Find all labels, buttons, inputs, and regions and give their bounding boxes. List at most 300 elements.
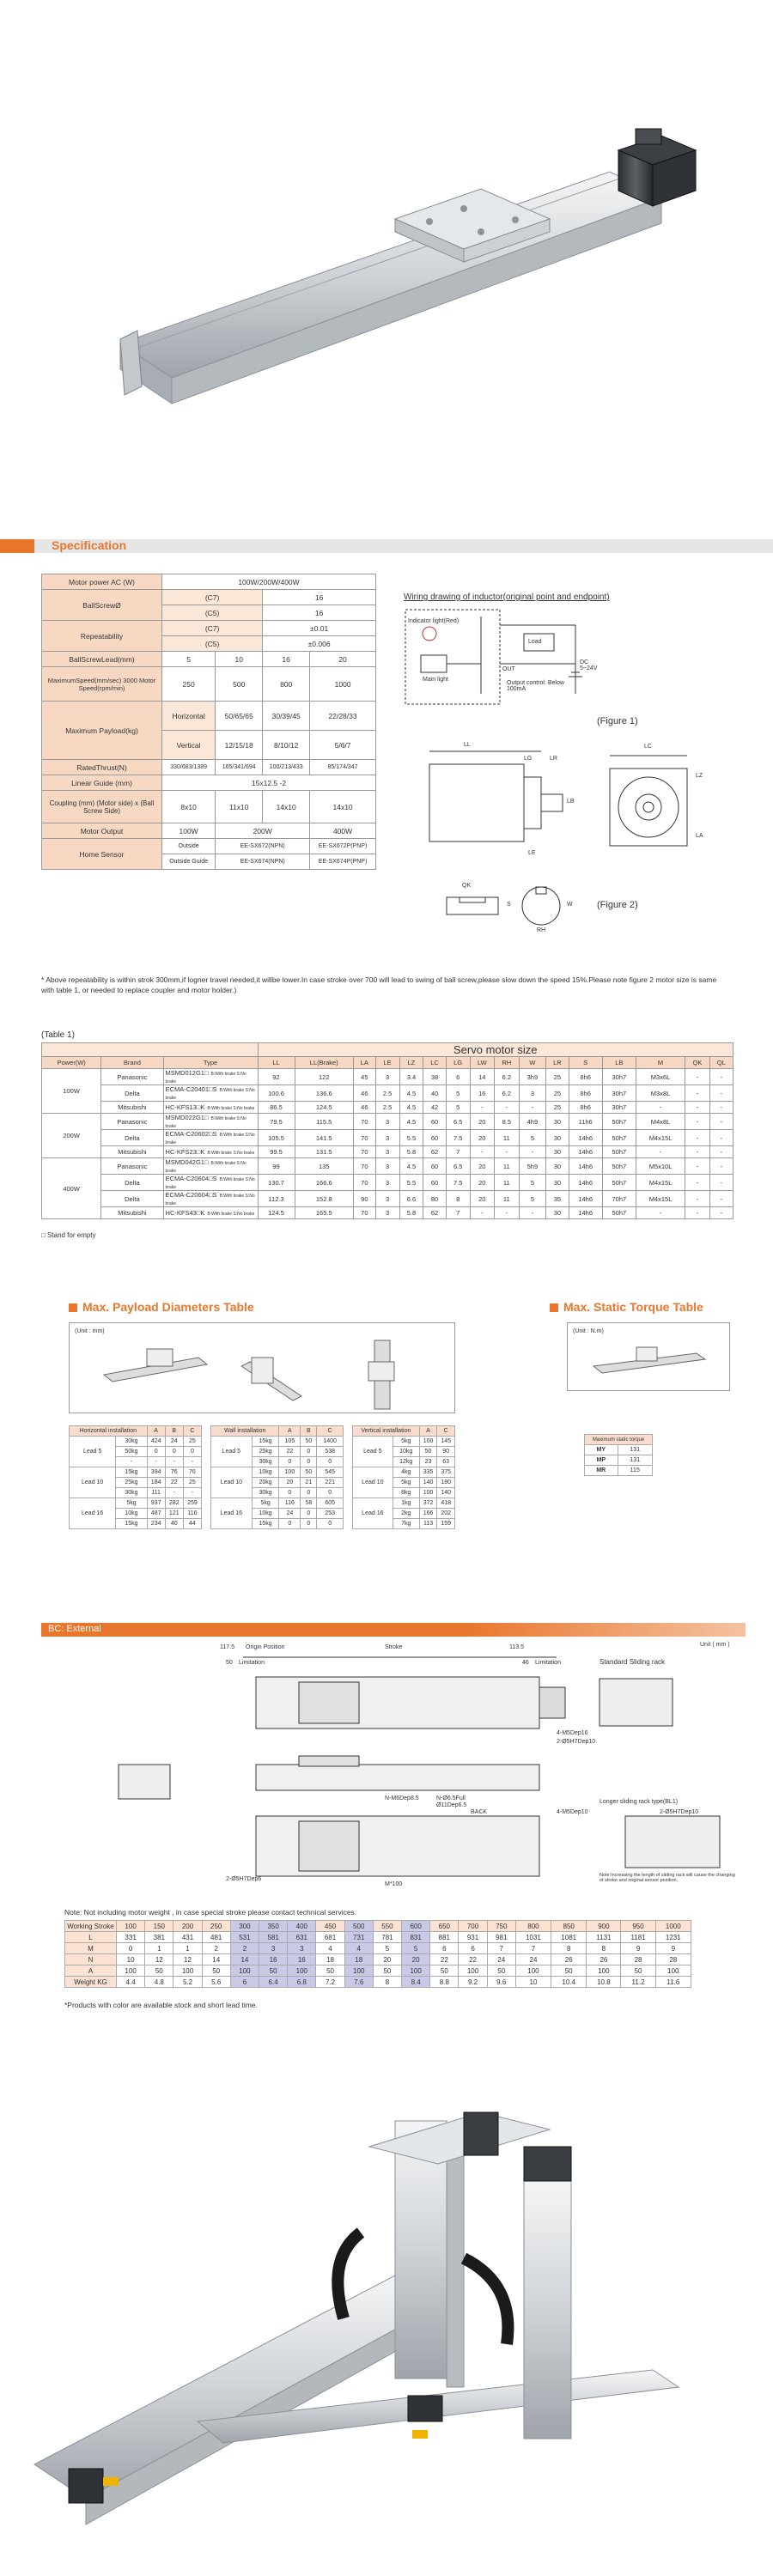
bc-cell: 50: [373, 1965, 401, 1977]
servo-cell: 60: [423, 1158, 446, 1175]
dim-label: S: [507, 902, 511, 908]
servo-cell: 62: [423, 1207, 446, 1219]
dim-label: LL: [464, 742, 471, 748]
servo-cell: 38: [423, 1069, 446, 1085]
bc-cell: 5: [402, 1943, 430, 1954]
servo-cell: -: [685, 1207, 710, 1219]
torque-header: Maximum static torque: [585, 1435, 653, 1445]
spec-cell: Coupling (mm) (Motor side) x (Ball Screw Side): [42, 791, 162, 823]
payload-cell: 8kg: [393, 1488, 419, 1498]
servo-cell: 14: [470, 1069, 494, 1085]
servo-row: [42, 1146, 733, 1158]
payload-cell: 7kg: [393, 1519, 419, 1529]
brake-note: B:With brake S:No brake: [207, 1106, 255, 1111]
payload-cell: 5kg: [393, 1437, 419, 1447]
torque-table: [584, 1434, 653, 1476]
bc-cell: 9.6: [487, 1977, 515, 1988]
bc-cell: 100: [402, 1965, 430, 1977]
wiring-label: Main light: [423, 677, 448, 683]
spec-cell: Linear Guide (mm): [42, 775, 162, 791]
bc-cell: 100: [230, 1965, 259, 1977]
payload-cell: 545: [317, 1467, 344, 1478]
servo-cell: 99: [258, 1158, 295, 1175]
bc-cell: 631: [288, 1932, 316, 1943]
payload-cell: 30kg: [116, 1488, 147, 1498]
servo-cell: -: [519, 1146, 546, 1158]
bc-cell: 24: [515, 1954, 551, 1965]
spec-cell: 500: [216, 667, 263, 702]
servo-type: HC-KFS43□K: [165, 1209, 205, 1217]
bc-cell: 100: [288, 1965, 316, 1977]
spec-cell: ±0.006: [263, 636, 376, 652]
spec-cell: 165/341/694: [216, 760, 263, 775]
servo-cell: -: [685, 1102, 710, 1114]
bc-cell: 1081: [551, 1932, 587, 1943]
servo-cell: 5.8: [399, 1207, 423, 1219]
servo-cell: 30: [546, 1158, 569, 1175]
payload-cell: 30kg: [252, 1488, 279, 1498]
servo-cell: -: [685, 1069, 710, 1085]
payload-cell: 0: [279, 1519, 301, 1529]
spec-table: [41, 574, 376, 870]
servo-cell: 11: [494, 1191, 519, 1207]
payload-cell: 50: [419, 1447, 437, 1457]
payload-lead: Lead 10: [353, 1467, 393, 1498]
bc-cell: 9.2: [459, 1977, 487, 1988]
servo-cell: 14h6: [569, 1191, 602, 1207]
spec-cell: ±0.01: [263, 621, 376, 636]
spec-cell: BallScrewLead(mm): [42, 652, 162, 667]
bc-title: BC: External: [48, 1624, 101, 1634]
bc-cell: 581: [259, 1932, 288, 1943]
servo-type: MSMD022G1□: [165, 1114, 209, 1121]
servo-cell: 99.5: [258, 1146, 295, 1158]
spec-cell: EE-SX672(NPN): [216, 839, 310, 854]
payload-row: [353, 1437, 455, 1447]
dim-label: LC: [644, 744, 652, 750]
spec-header-accent: [0, 539, 34, 553]
servo-cell: -: [709, 1085, 733, 1102]
servo-cell: 14h6: [569, 1207, 602, 1219]
figure1-caption: (Figure 1): [597, 716, 638, 726]
payload-cell: 0: [301, 1447, 317, 1457]
payload-cell: 22: [279, 1447, 301, 1457]
bc-cell: 18: [344, 1954, 373, 1965]
spec-cell: 14x10: [310, 791, 376, 823]
spec-cell: 8x10: [162, 791, 216, 823]
bc-cell: 550: [373, 1921, 401, 1932]
gantry-image: [0, 2061, 773, 2576]
bc-cell: 100: [459, 1965, 487, 1977]
bc-cell: 3: [288, 1943, 316, 1954]
bc-cell: 4.8: [145, 1977, 173, 1988]
servo-cell: 7.5: [446, 1130, 470, 1146]
servo-blank: [42, 1043, 259, 1057]
servo-type: MSMD012G1□: [165, 1069, 209, 1077]
bc-cell: 100: [655, 1965, 691, 1977]
bc-cell: 20: [402, 1954, 430, 1965]
servo-col-header: LL: [258, 1057, 295, 1069]
payload-cell: -: [116, 1457, 147, 1467]
servo-cell: 3: [375, 1207, 399, 1219]
bc-cell: 50: [145, 1965, 173, 1977]
payload-lead: Lead 5: [70, 1437, 116, 1467]
bc-cell: 7.2: [316, 1977, 344, 1988]
bc-cell: 100: [117, 1921, 145, 1932]
payload-cell: 375: [437, 1467, 455, 1478]
servo-title: Servo motor size: [258, 1043, 733, 1057]
bc-label: 113.5: [509, 1644, 524, 1650]
servo-col-header: Power(W): [42, 1057, 101, 1069]
servo-cell: 20: [470, 1114, 494, 1130]
wiring-label: DC 5~24V: [580, 659, 598, 671]
bc-label: 4-M5Dep10: [557, 1809, 588, 1815]
servo-cell: 5: [446, 1085, 470, 1102]
bc-label: BACK: [471, 1809, 488, 1815]
payload-cell: 0: [301, 1488, 317, 1498]
bc-cell: 8.8: [430, 1977, 459, 1988]
spec-cell: (C7): [162, 590, 263, 605]
servo-cell: 136.6: [295, 1085, 354, 1102]
bc-cell: 2: [230, 1943, 259, 1954]
spec-cell: Motor power AC (W): [42, 574, 162, 590]
payload-table-title: Vertical installation: [353, 1426, 420, 1437]
servo-cell: [163, 1130, 258, 1146]
bc-row-header: A: [65, 1965, 117, 1977]
servo-row: [42, 1085, 733, 1102]
servo-cell: 70: [354, 1114, 376, 1130]
servo-col-header: LZ: [399, 1057, 423, 1069]
payload-cell: 372: [419, 1498, 437, 1509]
torque-cell: 131: [618, 1445, 652, 1455]
bc-cell: 931: [459, 1932, 487, 1943]
servo-cell: [163, 1207, 258, 1219]
payload-diagrams-svg: [70, 1323, 456, 1414]
servo-power: 100W: [42, 1069, 101, 1114]
servo-cell: 4.5: [399, 1085, 423, 1102]
bc-label: N-M6Dep8.5: [385, 1795, 419, 1801]
servo-col-header: QL: [709, 1057, 733, 1069]
spec-cell: 30/39/45: [263, 702, 310, 731]
spec-cell: 100W: [162, 823, 216, 839]
bc-cell: 14: [202, 1954, 230, 1965]
bc-cell: 0: [117, 1943, 145, 1954]
bc-cell: 481: [202, 1932, 230, 1943]
servo-cell: [163, 1069, 258, 1085]
servo-row: [42, 1158, 733, 1175]
servo-cell: 6.2: [494, 1069, 519, 1085]
dim-label: LE: [528, 850, 536, 856]
bc-label: Origin Position: [246, 1644, 285, 1650]
bc-cell: 7: [487, 1943, 515, 1954]
bc-label: 50: [226, 1660, 233, 1666]
payload-cell: 0: [279, 1457, 301, 1467]
servo-cell: -: [709, 1102, 733, 1114]
servo-cell: Mitsubishi: [101, 1207, 163, 1219]
servo-cell: 60: [423, 1130, 446, 1146]
bc-cell: 10: [117, 1954, 145, 1965]
servo-cell: 70: [354, 1158, 376, 1175]
spec-cell: 16: [263, 590, 376, 605]
torque-row: [585, 1455, 653, 1466]
payload-cell: -: [183, 1488, 201, 1498]
servo-cell: 3h9: [519, 1069, 546, 1085]
payload-row: [70, 1467, 202, 1478]
spec-cell: 400W: [310, 823, 376, 839]
torque-row: [585, 1445, 653, 1455]
bc-cell: 100: [173, 1965, 202, 1977]
servo-cell: 2.5: [375, 1102, 399, 1114]
servo-cell: 25: [546, 1085, 569, 1102]
servo-cell: -: [636, 1146, 685, 1158]
servo-cell: 6.5: [446, 1114, 470, 1130]
bc-stock-note: *Products with color are available stock and short lead time.: [64, 2001, 258, 2009]
servo-cell: 100.6: [258, 1085, 295, 1102]
payload-cell: 24: [165, 1437, 183, 1447]
servo-cell: 30: [546, 1146, 569, 1158]
servo-cell: Mitsubishi: [101, 1102, 163, 1114]
servo-cell: 79.5: [258, 1114, 295, 1130]
servo-cell: 6.2: [494, 1085, 519, 1102]
servo-col-header: QK: [685, 1057, 710, 1069]
bc-cell: 850: [551, 1921, 587, 1932]
servo-cell: M3x6L: [636, 1069, 685, 1085]
servo-cell: 3.4: [399, 1069, 423, 1085]
torque-cell: MP: [585, 1455, 618, 1466]
servo-row: [42, 1175, 733, 1191]
servo-cell: 8h6: [569, 1102, 602, 1114]
servo-cell: Delta: [101, 1191, 163, 1207]
servo-cell: 60: [423, 1175, 446, 1191]
servo-type: ECMA-C20602□S: [165, 1130, 217, 1138]
torque-body: [585, 1445, 653, 1476]
payload-cell: 15kg: [252, 1519, 279, 1529]
payload-cell: 121: [165, 1509, 183, 1519]
bullet-square: [550, 1303, 558, 1312]
linear-actuator-render: [0, 0, 773, 515]
bc-label: 117.5: [220, 1644, 234, 1650]
payload-cell: 100: [419, 1488, 437, 1498]
servo-cell: 30: [546, 1175, 569, 1191]
servo-cell: 70: [354, 1175, 376, 1191]
bc-drawing-svg: [41, 1644, 746, 1893]
servo-cell: 5.8: [399, 1146, 423, 1158]
servo-cell: -: [636, 1102, 685, 1114]
servo-cell: 20: [470, 1175, 494, 1191]
payload-cell: 5kg: [393, 1478, 419, 1488]
payload-cell: 10kg: [116, 1509, 147, 1519]
bc-label: Ø11Dep6.5: [436, 1802, 467, 1808]
servo-cell: 8: [446, 1191, 470, 1207]
servo-type: HC-KFS13□K: [165, 1103, 205, 1111]
torque-title-text: Max. Static Torque Table: [563, 1300, 703, 1314]
wiring-label: Load: [528, 639, 542, 645]
bc-cell: 150: [145, 1921, 173, 1932]
dim-label: LZ: [696, 773, 703, 779]
servo-cell: 14h6: [569, 1175, 602, 1191]
bc-cell: 900: [587, 1921, 621, 1932]
payload-cell: 76: [183, 1467, 201, 1478]
spec-cell: 14x10: [263, 791, 310, 823]
bc-cell: 950: [621, 1921, 655, 1932]
servo-col-header: M: [636, 1057, 685, 1069]
payload-lead: Lead 10: [70, 1467, 116, 1498]
dim-label: RH: [537, 927, 546, 933]
payload-cell: 2kg: [393, 1509, 419, 1519]
servo-cell: M4x15L: [636, 1130, 685, 1146]
servo-cell: -: [470, 1146, 494, 1158]
spec-cell: Maximum Payload(kg): [42, 702, 162, 760]
spec-cell: Outside Guide: [162, 854, 216, 870]
servo-cell: 25: [546, 1102, 569, 1114]
bc-label: Note:Increasing the length of sliding rack will cause the changing of stroke and original sensor position.: [600, 1873, 735, 1883]
servo-cell: Delta: [101, 1130, 163, 1146]
payload-cell: 180: [437, 1478, 455, 1488]
spec-cell: 15x12.5 -2: [162, 775, 376, 791]
payload-cell: 58: [301, 1498, 317, 1509]
spec-cell: EE-SX672P(PNP): [310, 839, 376, 854]
payload-table-wall: [210, 1425, 344, 1529]
servo-cell: 5h9: [519, 1158, 546, 1175]
servo-cell: 5: [446, 1102, 470, 1114]
bc-cell: 50: [202, 1965, 230, 1977]
spec-cell: 11x10: [216, 791, 263, 823]
bc-cell: 4: [316, 1943, 344, 1954]
bc-cell: 100: [515, 1965, 551, 1977]
payload-cell: 15kg: [116, 1467, 147, 1478]
torque-cell: MR: [585, 1466, 618, 1476]
servo-cell: 112.3: [258, 1191, 295, 1207]
payload-cell: 202: [437, 1509, 455, 1519]
servo-col-header: Type: [163, 1057, 258, 1069]
servo-cell: 46: [354, 1085, 376, 1102]
servo-cell: -: [709, 1158, 733, 1175]
payload-cell: 100: [279, 1467, 301, 1478]
payload-cell: 25kg: [252, 1447, 279, 1457]
bc-cell: 24: [487, 1954, 515, 1965]
servo-col-header: LG: [446, 1057, 470, 1069]
servo-cell: 50h7: [602, 1207, 636, 1219]
bc-cell: 650: [430, 1921, 459, 1932]
payload-title-text: Max. Payload Diameters Table: [82, 1300, 254, 1314]
payload-cell: 90: [437, 1447, 455, 1457]
servo-type: ECMA-C20401□S: [165, 1085, 217, 1093]
spec-cell: 250: [162, 667, 216, 702]
servo-col-header: LC: [423, 1057, 446, 1069]
bc-row-header: N: [65, 1954, 117, 1965]
servo-row: [42, 1130, 733, 1146]
servo-cell: 3: [375, 1175, 399, 1191]
bc-cell: 1: [145, 1943, 173, 1954]
bc-cell: 300: [230, 1921, 259, 1932]
servo-cell: 92: [258, 1069, 295, 1085]
bc-cell: 16: [259, 1954, 288, 1965]
payload-lead: Lead 5: [353, 1437, 393, 1467]
servo-cell: 5: [519, 1191, 546, 1207]
bc-row: [65, 1977, 691, 1988]
payload-cell: 76: [165, 1467, 183, 1478]
spec-cell: Repeatability: [42, 621, 162, 652]
payload-cell: 282: [165, 1498, 183, 1509]
servo-cell: 3: [375, 1130, 399, 1146]
payload-unit: (Unit : mm): [75, 1328, 105, 1334]
payload-cell: -: [183, 1457, 201, 1467]
payload-row: [211, 1498, 344, 1509]
servo-col-header: RH: [494, 1057, 519, 1069]
payload-cell: 116: [279, 1498, 301, 1509]
bc-cell: 50: [487, 1965, 515, 1977]
spec-cell: 100W/200W/400W: [162, 574, 376, 590]
brake-note: B:With brake S:No brake: [165, 1116, 247, 1129]
bc-body: [65, 1921, 691, 1988]
brake-note: B:With brake S:No brake: [165, 1088, 255, 1101]
bc-cell: 750: [487, 1921, 515, 1932]
bc-drawing: [41, 1644, 746, 1893]
brake-note: B:With brake S:No brake: [165, 1072, 247, 1084]
brake-note: B:With brake S:No brake: [207, 1212, 255, 1217]
brake-note: B:With brake S:No brake: [165, 1133, 255, 1145]
bc-cell: 8: [587, 1943, 621, 1954]
servo-cell: -: [709, 1207, 733, 1219]
bc-cell: 26: [587, 1954, 621, 1965]
servo-col-header: LA: [354, 1057, 376, 1069]
spec-cell: Outside: [162, 839, 216, 854]
spec-cell: 5: [162, 652, 216, 667]
bc-cell: 100: [344, 1965, 373, 1977]
payload-cell: 1kg: [393, 1498, 419, 1509]
dim-label: QK: [462, 883, 472, 889]
servo-row: [42, 1069, 733, 1085]
payload-lead: Lead 16: [353, 1498, 393, 1529]
torque-cell: 131: [618, 1455, 652, 1466]
servo-cell: [163, 1191, 258, 1207]
servo-cell: 20: [470, 1158, 494, 1175]
servo-cell: 3: [519, 1085, 546, 1102]
bc-cell: 8.4: [402, 1977, 430, 1988]
payload-cell: -: [147, 1457, 165, 1467]
dim-label: LG: [524, 756, 533, 762]
bullet-square: [69, 1303, 77, 1312]
servo-cell: 30h7: [602, 1069, 636, 1085]
bc-row-header: M: [65, 1943, 117, 1954]
dim-label: W: [567, 902, 573, 908]
servo-cell: -: [685, 1114, 710, 1130]
dim-label: LB: [567, 799, 575, 805]
brake-note: B:With brake S:No brake: [165, 1161, 247, 1174]
spec-cell: MaximumSpeed(mm/sec) 3000 Motor Speed(rpm/min): [42, 667, 162, 702]
payload-row: [70, 1498, 202, 1509]
servo-cell: -: [709, 1069, 733, 1085]
wiring-label: OUT: [502, 666, 515, 672]
servo-cell: M5x10L: [636, 1158, 685, 1175]
payload-cell: 12kg: [393, 1457, 419, 1467]
payload-cell: 20: [279, 1478, 301, 1488]
servo-body: [42, 1069, 733, 1219]
servo-cell: 35: [546, 1191, 569, 1207]
servo-cell: 20: [470, 1130, 494, 1146]
bc-label: N-Ø6.5Full: [436, 1795, 466, 1801]
payload-col-header: A: [279, 1426, 301, 1437]
payload-cell: 30kg: [116, 1437, 147, 1447]
payload-cell: -: [165, 1488, 183, 1498]
spec-cell: EE-SX674(NPN): [216, 854, 310, 870]
brake-note: B:With brake S:No brake: [207, 1151, 255, 1156]
torque-title: [550, 1300, 703, 1314]
bc-note: Note: Not including motor weight , in case special stroke please contact technical services.: [64, 1908, 357, 1917]
bc-cell: 22: [459, 1954, 487, 1965]
bc-cell: 1031: [515, 1932, 551, 1943]
payload-cell: 44: [183, 1519, 201, 1529]
